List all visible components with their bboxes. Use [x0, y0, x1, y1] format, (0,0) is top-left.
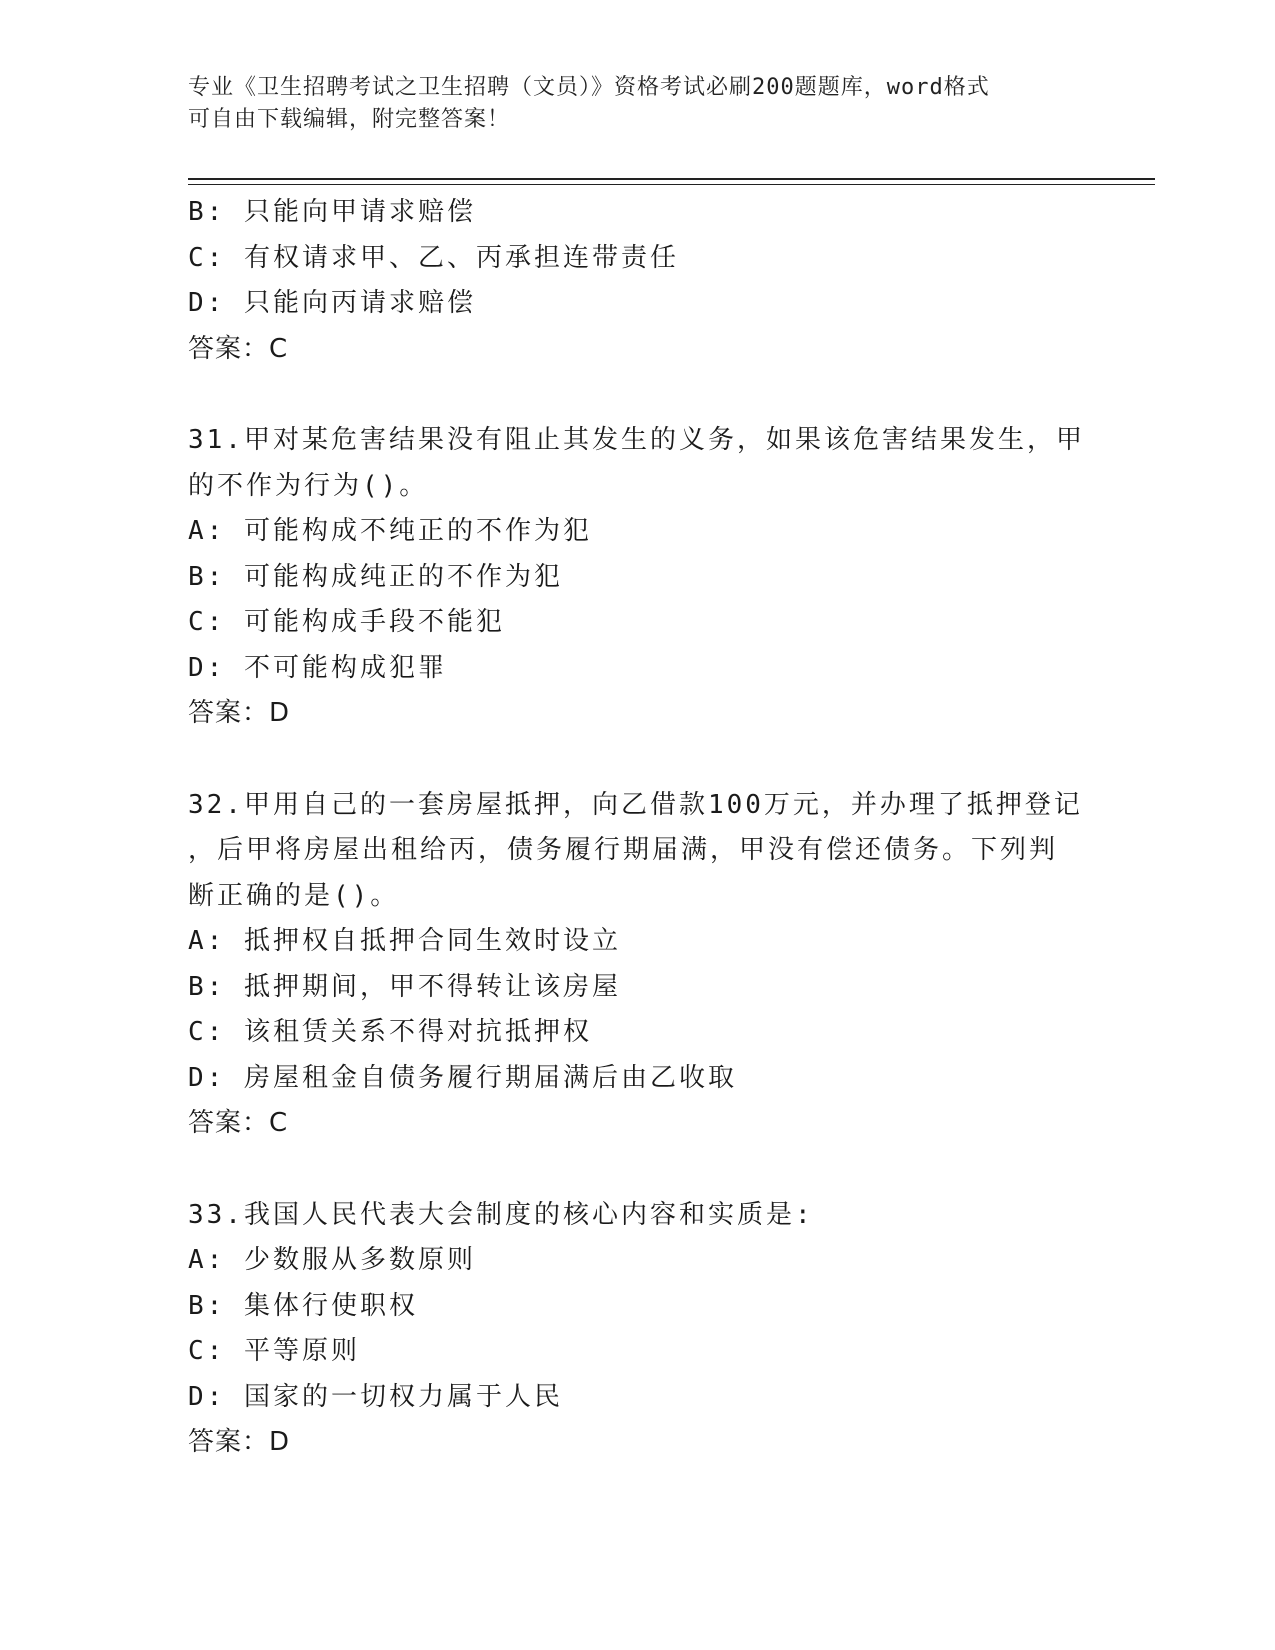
answer-line: 答案：D [188, 698, 291, 728]
option-d: D: 房屋租金自债务履行期届满后由乙收取 [188, 1062, 737, 1093]
option-a: A: 少数服从多数原则 [188, 1245, 476, 1275]
option-c: C: 该租赁关系不得对抗抵押权 [188, 1017, 592, 1047]
spacer [188, 1147, 1088, 1193]
option-a: A: 抵押权自抵押合同生效时设立 [188, 926, 621, 956]
option-d: D: 只能向丙请求赔偿 [188, 288, 476, 318]
header-line-2: 可自由下载编辑，附完整答案！ [188, 107, 511, 132]
question-list [188, 190, 1088, 1466]
header-rule-thick [188, 178, 1155, 180]
question-32 [188, 783, 1088, 1147]
option-b: B: 抵押期间，甲不得转让该房屋 [188, 971, 621, 1002]
question-stem-line: 断正确的是()。 [188, 880, 400, 911]
option-d: D: 不可能构成犯罪 [188, 652, 447, 683]
question-stem-line: 的不作为行为()。 [188, 470, 429, 501]
option-b: B: 只能向甲请求赔偿 [188, 197, 476, 227]
header-line-1: 专业《卫生招聘考试之卫生招聘（文员）》资格考试必刷200题题库，word格式 [188, 75, 990, 100]
question-stem-line: 31.甲对某危害结果没有阻止其发生的义务，如果该危害结果发生，甲 [188, 425, 1085, 455]
option-b: B: 可能构成纯正的不作为犯 [188, 561, 563, 592]
document-header [188, 72, 1088, 136]
option-c: C: 有权请求甲、乙、丙承担连带责任 [188, 242, 679, 273]
option-b: B: 集体行使职权 [188, 1290, 418, 1321]
question-33 [188, 1193, 1088, 1466]
answer-line: 答案：D [188, 1427, 291, 1457]
answer-line: 答案：C [188, 1108, 289, 1138]
spacer [188, 737, 1088, 783]
option-c: C: 可能构成手段不能犯 [188, 607, 505, 637]
question-stem-line: ，后甲将房屋出租给丙，债务履行期届满，甲没有偿还债务。下列判 [188, 835, 1059, 865]
spacer [188, 372, 1088, 418]
question-stem-line: 33.我国人民代表大会制度的核心内容和实质是: [188, 1199, 814, 1230]
question-30-tail [188, 190, 1088, 372]
option-d: D: 国家的一切权力属于人民 [188, 1381, 563, 1412]
header-rule-thin [188, 184, 1155, 185]
question-31 [188, 418, 1088, 737]
answer-line: 答案：C [188, 333, 289, 364]
question-stem-line: 32.甲用自己的一套房屋抵押，向乙借款100万元，并办理了抵押登记 [188, 789, 1083, 820]
option-c: C: 平等原则 [188, 1336, 360, 1366]
option-a: A: 可能构成不纯正的不作为犯 [188, 516, 592, 546]
